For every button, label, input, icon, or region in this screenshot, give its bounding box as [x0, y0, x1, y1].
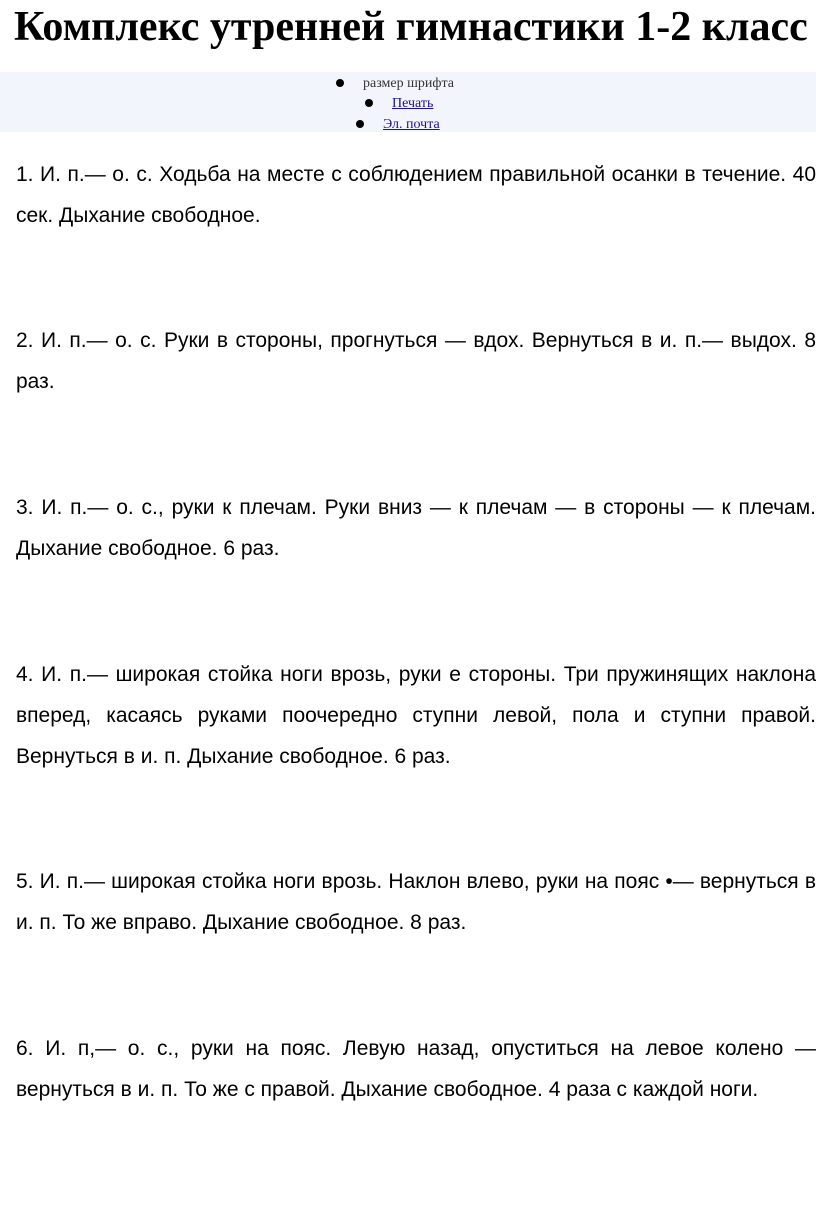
exercise-paragraph: 1. И. п.— о. с. Ходьба на месте с соблюдением правильной осанки в течение. 40 сек. Дыхание свободное.: [16, 163, 816, 227]
exercise-paragraph: 2. И. п.— о. с. Руки в стороны, прогнуться — вдох. Вернуться в и. п.— выдох. 8 раз.: [16, 329, 816, 393]
exercise-paragraph: 3. И. п.— о. с., руки к плечам. Руки вниз — к плечам — в стороны — к плечам. Дыхание свободное. 6 раз.: [16, 496, 816, 560]
exercise-paragraph: 4. И. п.— широкая стойка ноги врозь, руки е стороны. Три пружинящих наклона вперед, касаясь руками поочередно ступни левой, пола и ступни правой. Вернуться в и. п. Дыхание свободное. 6 раз.: [16, 663, 816, 768]
print-item: [392, 94, 433, 114]
email-link[interactable]: Эл. почта: [383, 117, 440, 132]
exercise-paragraph: 6. И. п,— о. с., руки на пояс. Левую назад, опуститься на левое колено — вернуться в и. п. То же с правой. Дыхание свободное. 4 раза с каждой ноги.: [16, 1037, 816, 1101]
article-toolbar: [0, 72, 816, 132]
font-size-label[interactable]: размер шрифта: [363, 76, 454, 91]
email-item: [383, 115, 440, 135]
font-size-control[interactable]: [363, 74, 454, 94]
exercise-paragraph: 5. И. п.— широкая стойка ноги врозь. Наклон влево, руки на пояс •— вернуться в и. п. То же вправо. Дыхание свободное. 8 раз.: [16, 870, 816, 934]
print-link[interactable]: Печать: [392, 96, 434, 111]
bullet-icon: [356, 120, 364, 128]
page-title: Комплекс утренней гимнастики 1-2 класс: [14, 4, 808, 50]
bullet-icon: [336, 79, 344, 87]
bullet-icon: [365, 99, 373, 107]
